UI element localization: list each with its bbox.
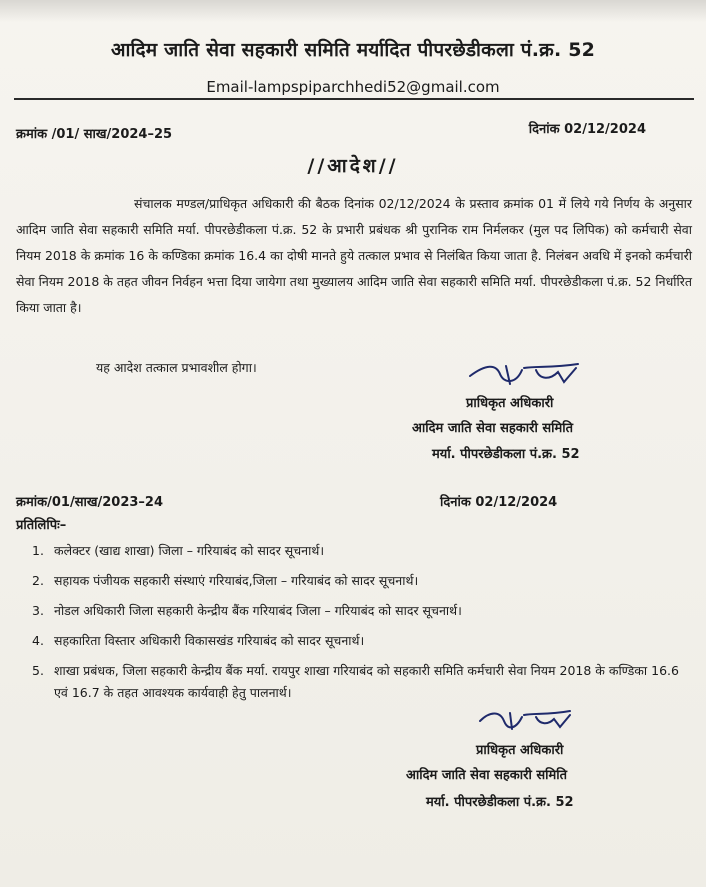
signatory-1-org: आदिम जाति सेवा सहकारी समिति — [412, 421, 574, 436]
copy-label: प्रतिलिपिः– — [16, 518, 67, 533]
list-item: 2. सहायक पंजीयक सहकारी संस्थाएं गरियाबंद,जिला – गरियाबंद को सादर सूचनार्थ। — [32, 573, 419, 588]
signatory-1-place: मर्या. पीपरछेडीकला पं.क्र. 52 — [432, 447, 580, 462]
copy-reference-number: क्रमांक/01/साख/2023–24 — [16, 495, 164, 510]
order-body-paragraph: संचालक मण्डल/प्राधिकृत अधिकारी की बैठक दिनांक 02/12/2024 के प्रस्ताव क्रमांक 01 में लिये गये निर्णय के अनुसार आदिम जाति सेवा सहकारी समिति मर्या. पीपरछेडीकला पं.क्र. 52 के प्रभारी प्रबंधक श्री पुरानिक राम निर्मलकर (मुल पद लिपिक) को कर्मचारी सेवा नियम 2018 के क्रमांक 16 के कण्डिका क्रमांक 16.4 का दोषी मानते हुये तत्काल प्रभाव से निलंबित किया जाता है. निलंबन अवधि में इनको कर्मचारी सेवा नियम 2018 के तहत जीवन निर्वहन भत्ता दिया जायेगा तथा मुख्यालय आदिम जाति सेवा सहकारी समिति मर्या. पीपरछेडीकला पं.क्र. 52 निर्धारित किया जाता है। — [16, 196, 692, 315]
order-heading: //आदेश// — [307, 155, 399, 177]
signatory-2-place: मर्या. पीपरछेडीकला पं.क्र. 52 — [426, 795, 574, 810]
copy-reference-date: दिनांक 02/12/2024 — [440, 495, 558, 510]
list-item: 1. कलेक्टर (खाद्य शाखा) जिला – गरियाबंद को सादर सूचनार्थ। — [32, 543, 325, 558]
letterhead-email: Email-lampspiparchhedi52@gmail.com — [206, 78, 500, 96]
signatory-2-title: प्राधिकृत अधिकारी — [476, 743, 564, 758]
order-reference-number: क्रमांक /01/ साख/2024–25 — [16, 127, 173, 142]
signature-2 — [476, 705, 576, 739]
scan-shadow — [0, 0, 706, 22]
letterhead-title: आदिम जाति सेवा सहकारी समिति मर्यादित पीपरछेडीकला पं.क्र. 52 — [110, 39, 596, 61]
copy-recipient-list — [32, 540, 692, 712]
signatory-1-title: प्राधिकृत अधिकारी — [466, 396, 554, 411]
handwritten-signature-icon — [476, 705, 576, 735]
handwritten-signature-icon — [466, 356, 586, 392]
list-item: 4. सहकारिता विस्तार अधिकारी विकासखंड गरियाबंद को सादर सूचनार्थ। — [32, 633, 365, 648]
signature-1 — [466, 356, 586, 396]
signatory-2-org: आदिम जाति सेवा सहकारी समिति — [406, 768, 568, 783]
effective-statement: यह आदेश तत्काल प्रभावशील होगा। — [96, 360, 257, 375]
order-date: दिनांक 02/12/2024 — [528, 122, 646, 137]
list-item: 3. नोडल अधिकारी जिला सहकारी केन्द्रीय बैंक गरियाबंद जिला – गरियाबंद को सादर सूचनार्थ। — [32, 603, 462, 618]
list-item: 5. शाखा प्रबंधक, जिला सहकारी केन्द्रीय बैंक मर्या. रायपुर शाखा गरियाबंद को सहकारी समिति कर्मचारी सेवा नियम 2018 के कण्डिका 16.6 एवं 16.7 के तहत आवश्यक कार्यवाही हेतु पालनार्थ। — [32, 663, 679, 700]
header-divider — [14, 98, 694, 100]
